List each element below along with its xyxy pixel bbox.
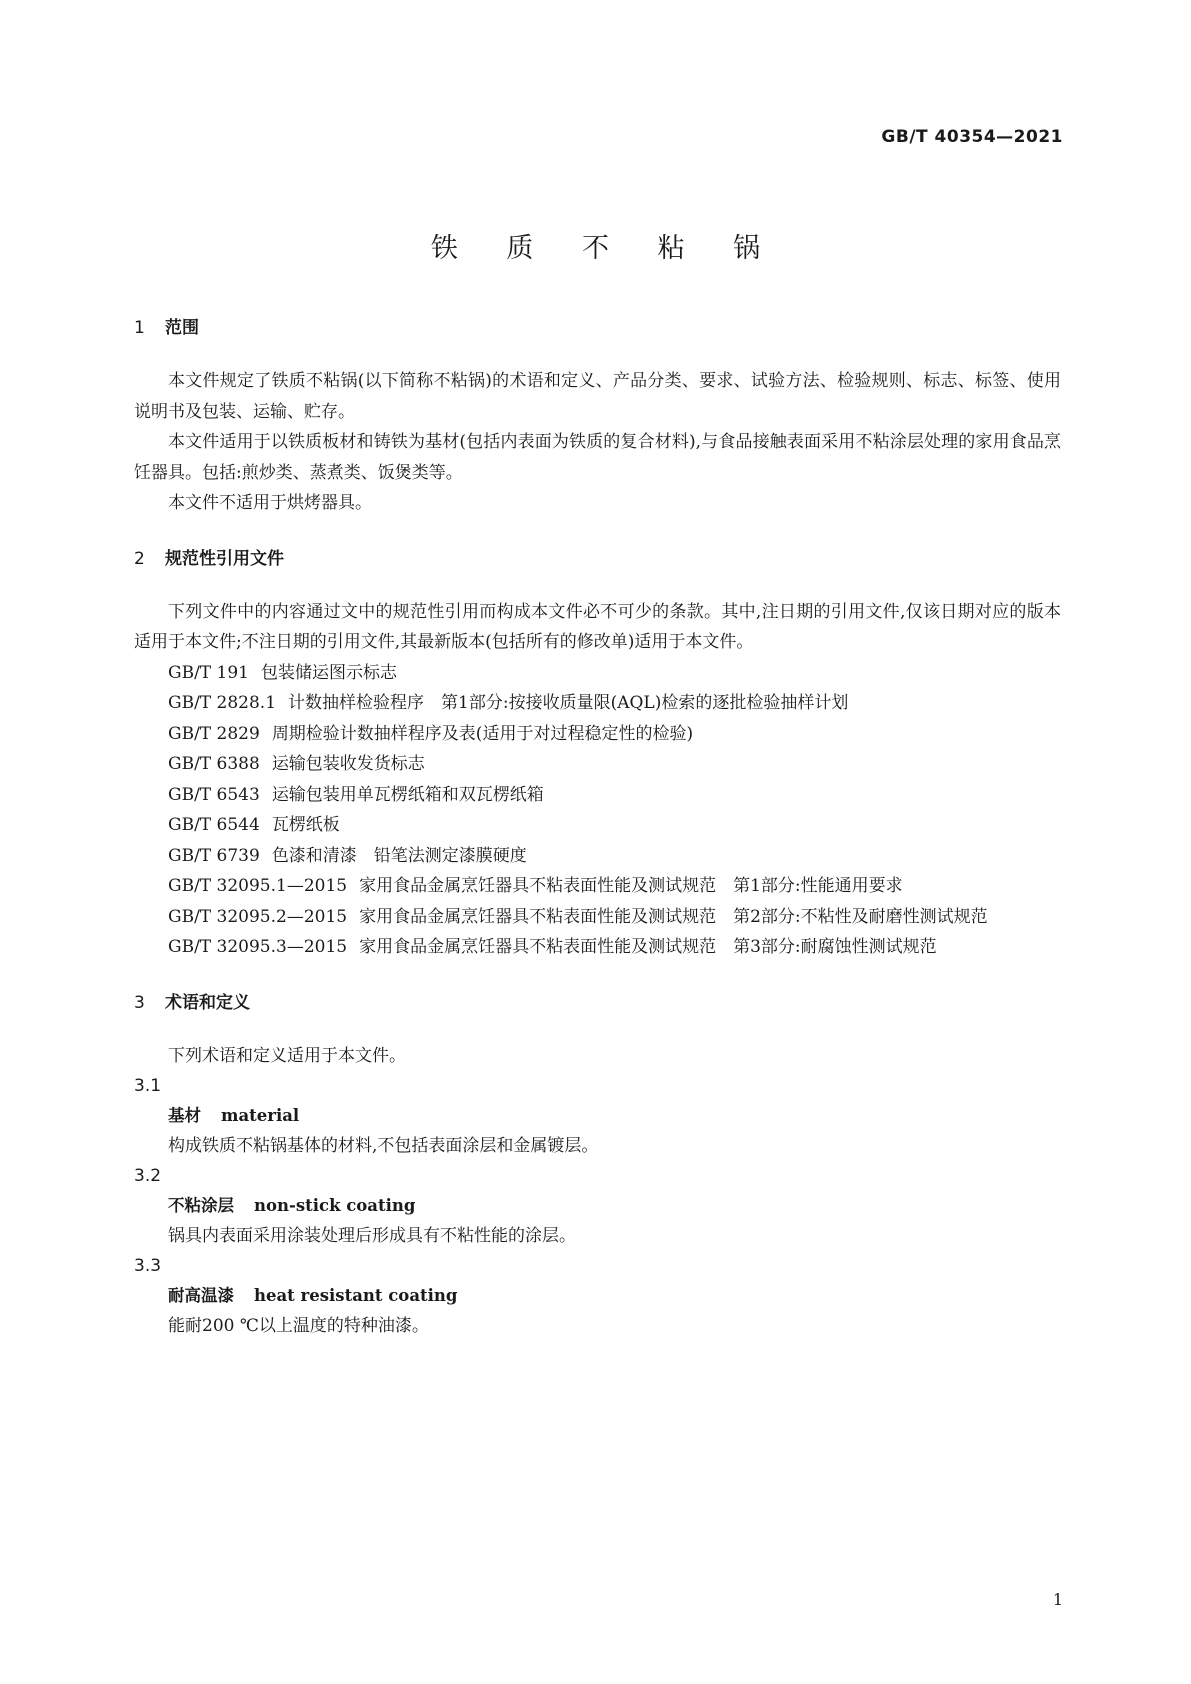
term-definition: 构成铁质不粘锅基体的材料,不包括表面涂层和金属镀层。: [168, 1136, 599, 1156]
section-number: 1: [134, 318, 145, 338]
reference-item: [134, 719, 1061, 750]
document-title: 铁 质 不 粘 锅: [430, 233, 781, 264]
term-number: 3.2: [134, 1166, 162, 1186]
term-zh: 基材: [168, 1106, 201, 1125]
paragraph: 本文件不适用于烘烤器具。: [168, 493, 372, 513]
paragraph: 本文件适用于以铁质板材和铸铁为基材(包括内表面为铁质的复合材料),与食品接触表面采用不粘涂层处理的家用食品烹饪器具。包括:煎炒类、蒸煮类、饭煲类等。: [134, 432, 1061, 483]
reference-code: GB/T 32095.1—2015: [168, 876, 348, 896]
term-number: 3.1: [134, 1076, 162, 1096]
page-number: 1: [1052, 1590, 1063, 1609]
reference-code: GB/T 6388: [168, 754, 260, 774]
section-title: 范围: [165, 318, 199, 338]
term-en: heat resistant coating: [254, 1286, 458, 1305]
reference-code: GB/T 6543: [168, 784, 260, 805]
reference-item: [134, 841, 1061, 872]
paragraph: 本文件规定了铁质不粘锅(以下简称不粘锅)的术语和定义、产品分类、要求、试验方法、检验规则、标志、标签、使用说明书及包装、运输、贮存。: [134, 371, 1061, 422]
section-number: 2: [134, 548, 145, 569]
reference-item: [134, 749, 1061, 780]
reference-code: GB/T 191: [168, 662, 249, 683]
paragraph: 下列文件中的内容通过文中的规范性引用而构成本文件必不可少的条款。其中,注日期的引用文件,仅该日期对应的版本适用于本文件;不注日期的引用文件,其最新版本(包括所有的修改单)适用于本文件。: [134, 601, 1061, 652]
reference-item: [134, 688, 1061, 719]
reference-item: [134, 810, 1061, 841]
reference-title: 计数抽样检验程序 第1部分:按接收质量限(AQL)检索的逐批检验抽样计划: [288, 693, 849, 713]
reference-title: 包装储运图示标志: [261, 662, 397, 683]
reference-title: 家用食品金属烹饪器具不粘表面性能及测试规范 第2部分:不粘性及耐磨性测试规范: [359, 906, 988, 927]
reference-code: GB/T 6544: [168, 815, 260, 835]
reference-code: GB/T 32095.2—2015: [168, 906, 348, 927]
reference-code: GB/T 2828.1: [168, 693, 277, 713]
section-heading-terms-definitions: [134, 988, 1061, 1018]
reference-title: 色漆和清漆 铅笔法测定漆膜硬度: [271, 845, 527, 866]
reference-item: [134, 658, 1061, 689]
term-zh: 不粘涂层: [168, 1196, 234, 1215]
reference-code: GB/T 32095.3—2015: [168, 937, 348, 957]
reference-code: GB/T 2829: [168, 723, 260, 744]
section-heading-normative-references: [134, 544, 1061, 574]
reference-title: 家用食品金属烹饪器具不粘表面性能及测试规范 第1部分:性能通用要求: [359, 876, 903, 896]
document-body: [134, 313, 1061, 1341]
reference-title: 周期检验计数抽样程序及表(适用于对过程稳定性的检验): [271, 723, 694, 744]
reference-title: 运输包装用单瓦楞纸箱和双瓦楞纸箱: [271, 784, 544, 805]
term-definition: 锅具内表面采用涂装处理后形成具有不粘性能的涂层。: [168, 1226, 576, 1246]
term-en: non-stick coating: [254, 1196, 416, 1215]
term-heading: [134, 1281, 1061, 1311]
reference-item: [134, 902, 1061, 933]
term-heading: [134, 1101, 1061, 1131]
term-en: material: [221, 1106, 300, 1125]
reference-item: [134, 871, 1061, 902]
section-heading-scope: [134, 313, 1061, 343]
reference-title: 瓦楞纸板: [271, 815, 340, 835]
reference-title: 家用食品金属烹饪器具不粘表面性能及测试规范 第3部分:耐腐蚀性测试规范: [359, 937, 937, 957]
section-title: 规范性引用文件: [165, 548, 284, 569]
reference-item: [134, 932, 1061, 963]
term-number: 3.3: [134, 1256, 162, 1276]
paragraph: 下列术语和定义适用于本文件。: [168, 1045, 406, 1066]
standard-number: GB/T 40354—2021: [881, 127, 1063, 147]
reference-item: [134, 780, 1061, 811]
term-definition: 能耐200 ℃以上温度的特种油漆。: [168, 1316, 429, 1336]
section-number: 3: [134, 992, 145, 1013]
reference-code: GB/T 6739: [168, 845, 260, 866]
term-zh: 耐高温漆: [168, 1286, 234, 1305]
section-title: 术语和定义: [165, 992, 250, 1013]
reference-title: 运输包装收发货标志: [271, 754, 425, 774]
term-heading: [134, 1191, 1061, 1221]
